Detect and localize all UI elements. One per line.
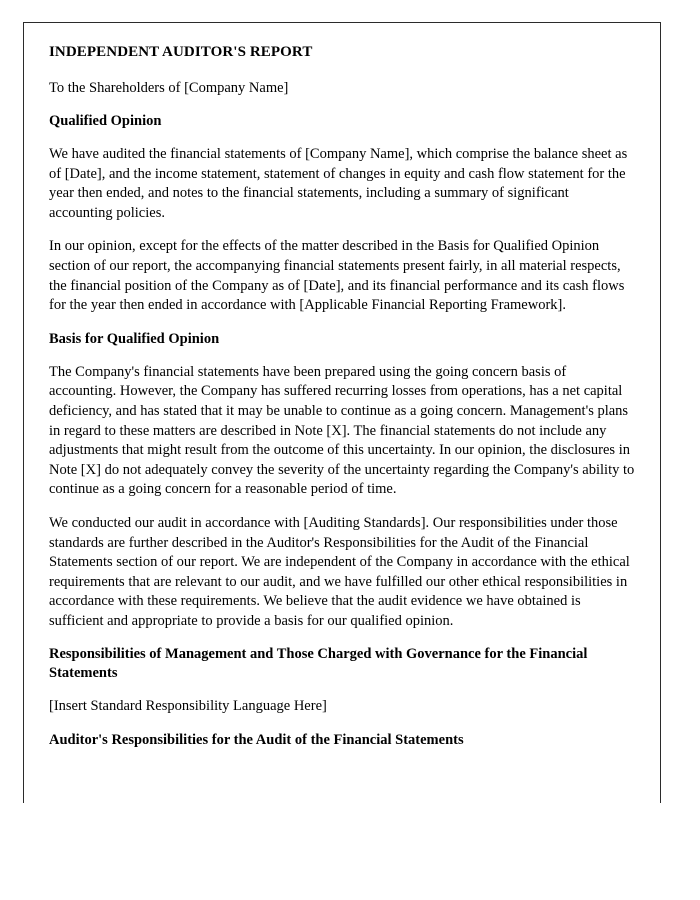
paragraph-opinion-statement: In our opinion, except for the effects of the matter described in the Basis for Qualified Opinion section of our report, the accompanying financial statements present fairly, in all material respects, the financial position of the Company as of [Date], and its financial performance and its cash flows for the year then ended in accordance with [Applicable Financial Reporting Framework]. bbox=[49, 238, 625, 314]
paragraph-audited-statements: We have audited the financial statements of [Company Name], which comprise the balance sheet as of [Date], and the income statement, statement of changes in equity and cash flow statement for the year then ended, and notes to the financial statements, including a summary of significant accounting policies. bbox=[49, 146, 628, 221]
section-heading-management-responsibilities: Responsibilities of Management and Those Charged with Governance for the Financial Statements bbox=[49, 646, 588, 682]
document-body bbox=[49, 42, 636, 750]
document-page bbox=[23, 22, 661, 803]
paragraph-audit-conduct: We conducted our audit in accordance with [Auditing Standards]. Our responsibilities under those standards are further described in the Auditor's Responsibilities for the Audit of the Financial Statements section of our report. We are independent of the Company in accordance with the ethical requirements that are relevant to our audit, and we have fulfilled our other ethical responsibilities in accordance with these requirements. We believe that the audit evidence we have obtained is sufficient and appropriate to provide a basis for our qualified opinion. bbox=[49, 514, 630, 629]
addressee-line: To the Shareholders of [Company Name] bbox=[49, 80, 289, 96]
paragraph-going-concern: The Company's financial statements have been prepared using the going concern basis of accounting. However, the Company has suffered recurring losses from operations, has a net capital deficiency, and has stated that it may be unable to continue as a going concern. Management's plans in regard to these matters are described in Note [X]. The financial statements do not include any adjustments that might result from the outcome of this uncertainty. In our opinion, the disclosures in Note [X] do not adequately convey the severity of the uncertainty regarding the Company's ability to continue as a going concern for a reasonable period of time. bbox=[49, 363, 635, 498]
paragraph-insert-responsibility-language: [Insert Standard Responsibility Language Here] bbox=[49, 698, 327, 715]
page-title: INDEPENDENT AUDITOR'S REPORT bbox=[49, 44, 313, 60]
section-heading-qualified-opinion: Qualified Opinion bbox=[49, 113, 162, 129]
section-heading-auditor-responsibilities: Auditor's Responsibilities for the Audit of the Financial Statements bbox=[49, 732, 464, 749]
section-heading-basis-for-qualified-opinion: Basis for Qualified Opinion bbox=[49, 330, 220, 347]
